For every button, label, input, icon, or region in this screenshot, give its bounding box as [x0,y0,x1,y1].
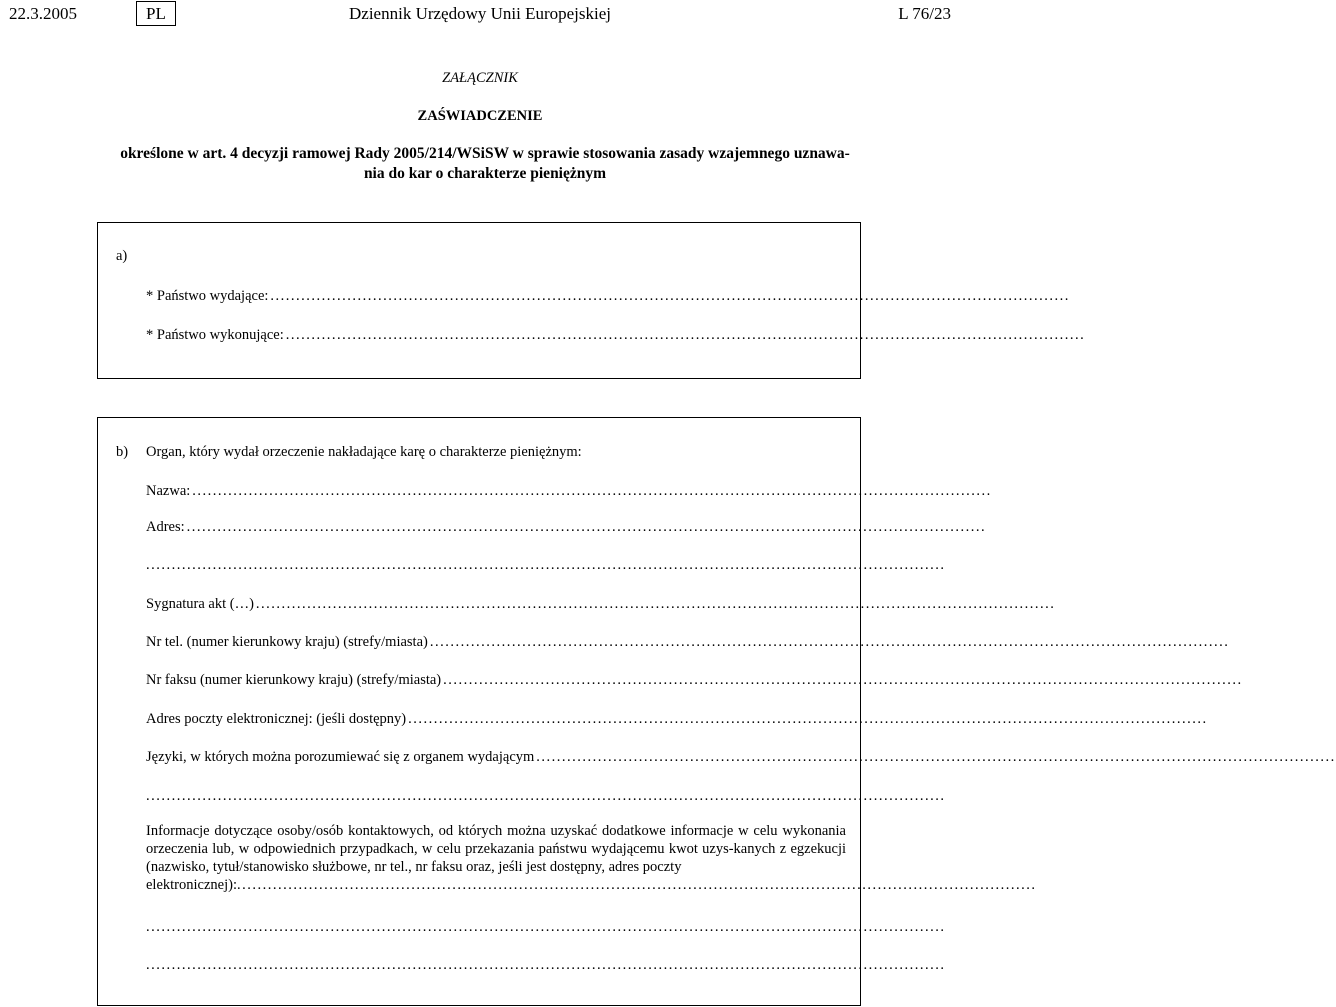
fax-field[interactable] [146,670,1243,690]
section-b-marker: b) [116,444,129,460]
page-header [0,0,960,32]
email-label: Adres poczty elektronicznej: (jeśli dostępny) [146,711,407,727]
executing-state-label: * Państwo wykonujące: [146,327,284,343]
languages-field-2[interactable] [146,786,946,806]
contact-info-label: elektronicznej): [146,877,237,893]
fill-dots: ............................................................................................................................................................ [192,483,992,499]
fill-dots: ............................................................................................................................................................ [146,788,946,804]
fill-dots: ............................................................................................................................................................ [146,957,946,973]
subtitle-line-1: określone w art. 4 decyzji ramowej Rady 2005/214/WSiSW w sprawie stosowania zasady wzajemnego uznawa- [120,145,850,162]
name-label: Nazwa: [146,483,191,499]
issuing-state-label: * Państwo wydające: [146,288,269,304]
telephone-field[interactable] [146,632,1230,652]
authority-address-field[interactable] [146,517,987,537]
certificate-title: ZAŚWIADCZENIE [417,108,543,124]
contact-info-field-3[interactable] [146,955,946,975]
languages-label: Języki, w których można porozumiewać się z organem wydającym [146,749,535,765]
section-a-marker: a) [116,248,128,264]
executing-state-field[interactable] [146,325,1086,345]
subtitle-line-2: nia do kar o charakterze pieniężnym [363,165,607,182]
email-field[interactable] [146,709,1208,729]
document-subtitle [100,144,870,184]
languages-field[interactable] [146,747,1336,767]
contact-info-field-2[interactable] [146,917,946,937]
fill-dots: ............................................................................................................................................................ [408,711,1208,727]
fill-dots: ............................................................................................................................................................ [146,919,946,935]
fill-dots: ............................................................................................................................................................ [429,634,1230,650]
fill-dots: ............................................................................................................................................................ [186,519,987,535]
contact-info-last-line [146,876,1037,894]
file-reference-label: Sygnatura akt (…) [146,596,254,612]
language-badge: PL [136,1,176,26]
fill-dots: ............................................................................................................................................................ [255,596,1056,612]
publication-date: 22.3.2005 [9,4,77,23]
authority-address-field-2[interactable] [146,555,946,575]
authority-name-field[interactable] [146,481,992,501]
contact-info-text: Informacje dotyczące osoby/osób kontaktowych, od których można uzyskać dodatkowe informacje w celu wykonania orzeczenia lub, w odpowiednich przypadkach, w celu przekazania państwu wydającemu kwot uzys-kanych z egzekucji (nazwisko, tytuł/stanowisko służbowe, nr tel., nr faksu oraz, jeśli jest dostępny, adres poczty [146,823,846,875]
file-reference-field[interactable] [146,594,1056,614]
address-label: Adres: [146,519,185,535]
contact-info-field[interactable] [146,822,1037,894]
fill-dots: ............................................................................................................................................................ [443,672,1243,688]
fill-dots: ............................................................................................................................................................ [285,327,1086,343]
fax-label: Nr faksu (numer kierunkowy kraju) (strefy/miasta) [146,672,442,688]
annex-title: ZAŁĄCZNIK [442,70,518,86]
fill-dots: ............................................................................................................................................................ [270,288,1070,304]
section-b-heading: Organ, który wydał orzeczenie nakładające karę o charakterze pieniężnym: [146,444,582,460]
journal-title: Dziennik Urzędowy Unii Europejskiej [349,4,612,23]
fill-dots: ............................................................................................................................................................ [236,877,1037,893]
fill-dots: ............................................................................................................................................................ [536,749,1336,765]
issuing-state-field[interactable] [146,286,1070,306]
telephone-label: Nr tel. (numer kierunkowy kraju) (strefy/miasta) [146,634,428,650]
fill-dots: ............................................................................................................................................................ [146,557,946,573]
page-reference: L 76/23 [898,4,951,23]
